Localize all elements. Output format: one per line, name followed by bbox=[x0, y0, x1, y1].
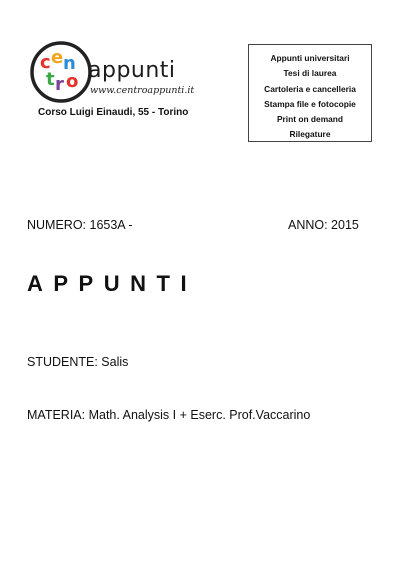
service-item: Stampa file e fotocopie bbox=[264, 98, 356, 109]
services-box bbox=[248, 44, 372, 142]
logo-letter-c: c bbox=[40, 52, 51, 73]
logo-letter-r: r bbox=[55, 74, 64, 95]
studente-field: STUDENTE: Salis bbox=[27, 355, 129, 369]
document-title: APPUNTI bbox=[27, 271, 198, 296]
service-item: Rilegature bbox=[289, 129, 331, 140]
service-item: Tesi di laurea bbox=[283, 68, 337, 79]
materia-field: MATERIA: Math. Analysis I + Eserc. Prof.Vaccarino bbox=[27, 408, 311, 422]
logo-letter-e: e bbox=[51, 47, 64, 68]
anno-field: ANNO: 2015 bbox=[288, 218, 359, 232]
logo-letter-t: t bbox=[46, 69, 55, 90]
logo-letter-n: n bbox=[63, 53, 76, 74]
service-item: Print on demand bbox=[276, 114, 344, 125]
logo-brand-name: appunti bbox=[88, 58, 176, 83]
logo bbox=[24, 40, 214, 122]
logo-website: www.centroappunti.it bbox=[90, 85, 195, 96]
logo-address: Corso Luigi Einaudi, 55 - Torino bbox=[38, 107, 189, 118]
service-item: Cartoleria e cancelleria bbox=[264, 83, 356, 94]
numero-field: NUMERO: 1653A - bbox=[27, 218, 133, 232]
logo-letter-o: o bbox=[66, 71, 79, 92]
service-item: Appunti universitari bbox=[270, 53, 350, 63]
